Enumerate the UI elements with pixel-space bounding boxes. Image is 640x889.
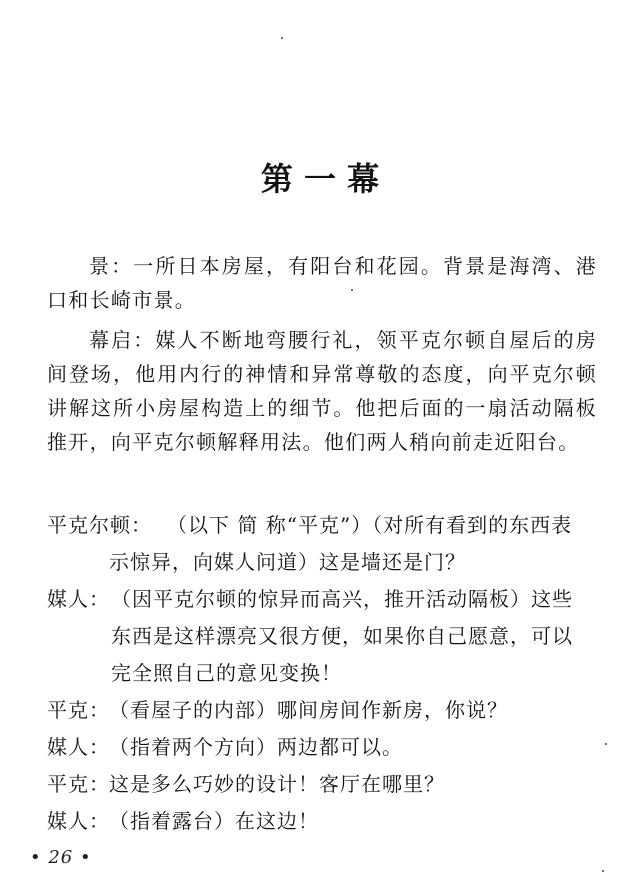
speaker-name [47,766,109,803]
speech-text [109,544,603,581]
speech-text [109,581,603,692]
speaker-name [47,729,109,766]
dialogue-line [47,692,603,729]
page-number: • 26 • [30,847,92,868]
speaker-char-2: 克： [68,698,110,722]
speaker-char-1: 媒 [47,587,68,611]
speaker-char-2: 人： [68,809,110,833]
stage-direction-curtain: 幕启：媒人不断地弯腰行礼，领平克尔顿自屋后的房间登场，他用内行的神情和异常尊敬的态度，向平克尔顿讲解这所小房屋构造上的细节。他把后面的一扇活动隔板推开，向平克尔顿解释用法。他们两人稍向前走近阳台。 [47,328,597,454]
print-speck [281,37,283,39]
dialogue-line [47,766,603,803]
speech-line: （以下 简 称“平克”）（对所有看到的东西表 [167,513,573,537]
dialogue-line [47,729,603,766]
speech-line: 完全照自己的意见变换！ [111,661,342,685]
dialogue-line [47,581,603,692]
speaker-name [47,581,109,618]
dialogue-line [47,507,603,544]
speaker-name: 平克尔顿： [47,513,152,537]
speaker-char-2: 克： [68,772,110,796]
speaker-char-1: 媒 [47,735,68,759]
speaker-char-2: 人： [68,587,110,611]
speech-line: 示惊异，向媒人问道）这是墙还是门？ [109,550,466,574]
speaker-char-1: 平 [47,698,68,722]
act-title: 第 一 幕 [260,160,380,198]
dialogue-line [47,803,603,840]
speech-line: （因平克尔顿的惊异而高兴，推开活动隔板）这些 [111,587,573,611]
speech-text: （看屋子的内部）哪间房间作新房，你说？ [109,698,508,722]
speech-text: 这是多么巧妙的设计！客厅在哪里？ [109,772,445,796]
print-speck [605,743,607,745]
speech-text: （指着露台）在这边！ [109,809,319,833]
speech-line: 东西是这样漂亮又很方便，如果你自己愿意，可以 [111,624,573,648]
dialogue [47,507,603,840]
dialogue-line-continued [47,544,603,581]
speaker-name [47,803,109,840]
speaker-name [47,692,109,729]
stage-direction-setting: 景：一所日本房屋，有阳台和花园。背景是海湾、港口和长崎市景。 [47,254,597,312]
speaker-char-2: 人： [68,735,110,759]
speaker-char-1: 媒 [47,809,68,833]
speech-text [167,507,603,544]
speaker-char-1: 平 [47,772,68,796]
speech-text: （指着两个方向）两边都可以。 [109,735,403,759]
stage-directions [47,249,597,459]
print-speck [602,870,604,872]
